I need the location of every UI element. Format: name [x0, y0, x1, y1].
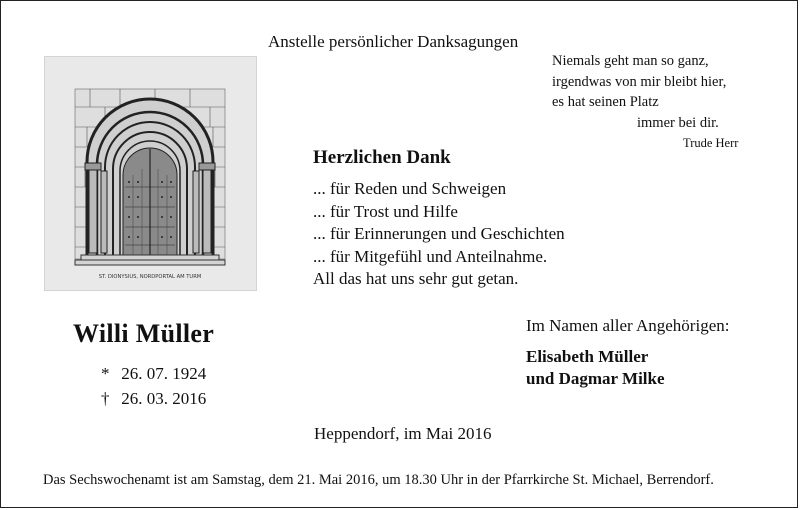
birth-row	[101, 361, 206, 386]
deceased-name: Willi Müller	[73, 319, 215, 348]
birth-symbol: *	[101, 364, 110, 383]
family-name: und Dagmar Milke	[526, 369, 665, 388]
life-dates	[101, 361, 206, 411]
church-portal-drawing-icon	[45, 57, 256, 290]
quote-author: Trude Herr	[683, 136, 739, 150]
thanks-line: All das hat uns sehr gut getan.	[313, 269, 519, 288]
death-date: 26. 03. 2016	[121, 389, 207, 408]
death-row	[101, 386, 206, 411]
family-intro: Im Namen aller Angehörigen:	[526, 316, 730, 335]
notice-header: Anstelle persönlicher Danksagungen	[268, 32, 519, 51]
thanks-line: ... für Reden und Schweigen	[313, 179, 507, 198]
family-names	[526, 346, 665, 390]
thanks-lines	[313, 178, 565, 291]
quote-line: es hat seinen Platz	[552, 94, 659, 110]
place-date: Heppendorf, im Mai 2016	[314, 424, 492, 443]
footer-announcement: Das Sechswochenamt ist am Samstag, dem 21. Mai 2016, um 18.30 Uhr in der Pfarrkirche St. Michael, Berrendorf.	[43, 472, 714, 488]
thanks-title: Herzlichen Dank	[313, 147, 451, 168]
quote-line: immer bei dir.	[637, 114, 719, 131]
quote-block	[552, 51, 726, 133]
thanks-line: ... für Mitgefühl und Anteilnahme.	[313, 246, 548, 266]
quote-line: irgendwas von mir bleibt hier,	[552, 73, 727, 90]
family-name: Elisabeth Müller	[526, 347, 649, 366]
birth-date: 26. 07. 1924	[121, 364, 207, 383]
thanks-line: ... für Erinnerungen und Geschichten	[313, 224, 565, 243]
church-portal-image	[44, 56, 257, 291]
death-symbol: †	[101, 389, 110, 408]
image-caption: ST. DIONYSIUS, NORDPORTAL AM TURM	[98, 274, 202, 280]
thanks-line: ... für Trost und Hilfe	[313, 201, 458, 221]
quote-line: Niemals geht man so ganz,	[552, 53, 709, 69]
